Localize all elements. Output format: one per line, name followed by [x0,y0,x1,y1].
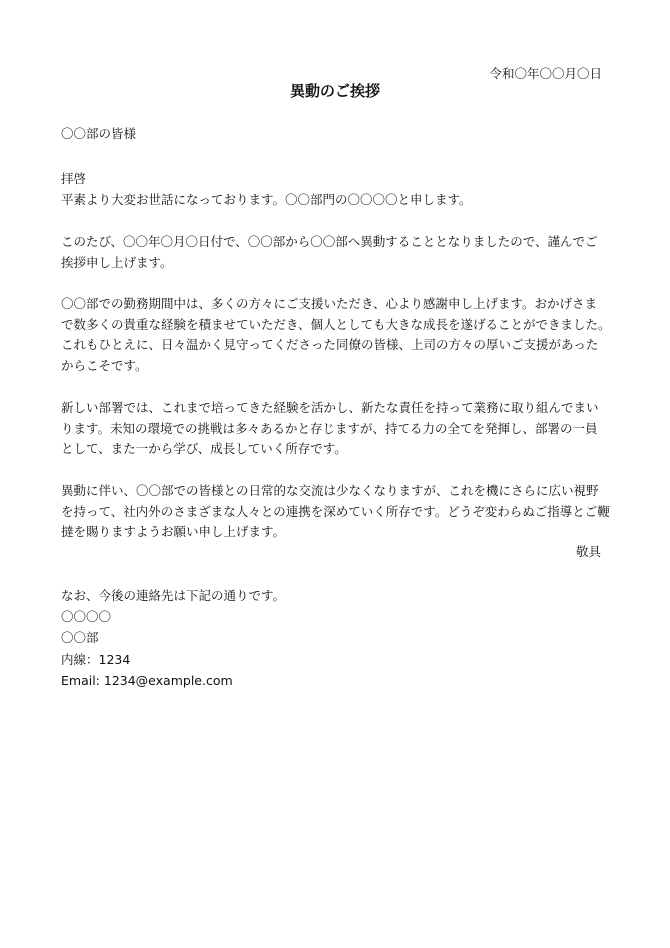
contact-intro: なお、今後の連絡先は下記の通りです。 [61,588,286,603]
paragraph-2 [61,294,611,376]
contact-name: 〇〇〇〇 [61,609,112,625]
addressee-text: 〇〇部の皆様 [61,126,137,141]
paragraph-4 [61,481,610,543]
contact-department: 〇〇部 [61,630,99,646]
salutation: 拝啓 [61,171,87,186]
paragraph-line: これもひとえに、日々温かく見守ってくださった同僚の皆様、上司の方々の厚いご支援があった [61,337,599,352]
letter-title: 異動のご挨拶 [289,82,380,100]
paragraph-line: ります。未知の環境での挑戦は多々あるかと存じますが、持てる力の全てを発揮し、部署の一員 [61,420,598,436]
paragraph-line: 新しい部署では、これまで培ってきた経験を活かし、新たな責任を持って業務に取り組んでまい [61,400,599,415]
opening [61,169,606,210]
paragraph-line: 挨拶申し上げます。 [61,254,173,270]
paragraph-line: からこそです。 [61,357,148,373]
paragraph-1 [61,232,606,273]
letter-date: 令和〇年〇〇月〇日 [489,66,602,81]
addressee [61,124,606,145]
closing: 敬具 [575,544,601,559]
contact-extension: 内線：1234 [61,651,131,667]
contact-info [61,585,606,691]
paragraph-line: を持って、社内外のさまざまな人々との連携を深めていく所存です。どうぞ変わらぬご指導とご鞭 [61,503,610,519]
paragraph-line: 異動に伴い、〇〇部での皆様との日常的な交流は少なくなりますが、これを機にさらに広い視野 [61,483,599,498]
paragraph-line: 撻を賜りますようお願い申し上げます。 [61,524,286,539]
paragraph-3 [61,398,606,460]
paragraph-line: 〇〇部での勤務期間中は、多くの方々にご支援いただき、心より感謝申し上げます。おかげさま [61,296,598,311]
paragraph-line: このたび、〇〇年〇月〇日付で、〇〇部から〇〇部へ異動することとなりましたので、謹んでご [61,234,598,249]
paragraph-line: として、また一から学び、成長していく所存です。 [61,441,347,456]
contact-email: Email: 1234@example.com [61,672,233,688]
paragraph-line: で数多くの貴重な経験を積ませていただき、個人としても大きな成長を遂げることができました。 [61,316,611,332]
intro-line: 平素より大変お世話になっております。〇〇部門の〇〇〇〇と申します。 [61,191,472,207]
